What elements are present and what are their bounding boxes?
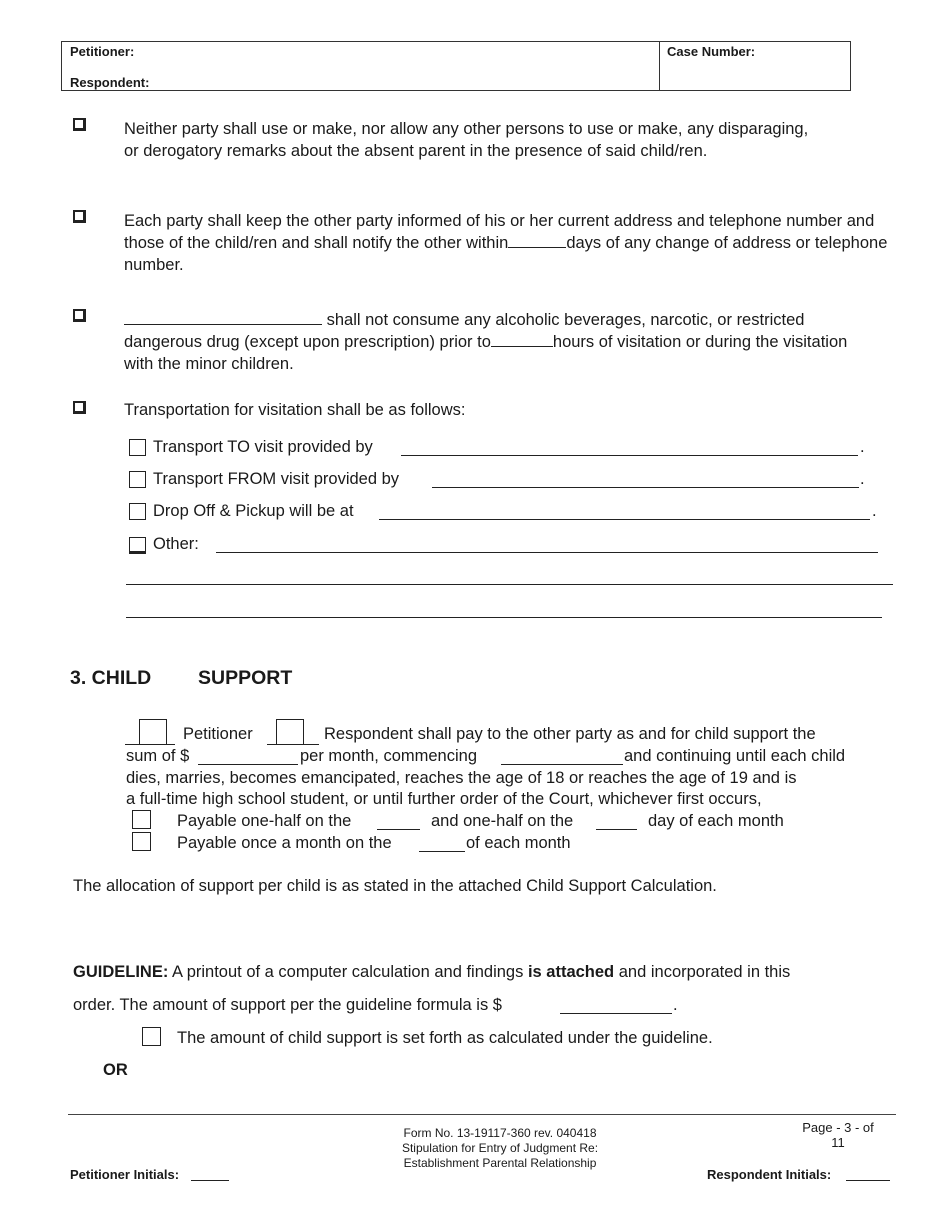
support-line-3: dies, marries, becomes emancipated, reaches the age of 18 or reaches the age of 19 and is xyxy=(126,769,797,787)
footer-form-title-1: Stipulation for Entry of Judgment Re: xyxy=(401,1141,599,1155)
guideline-label: GUIDELINE: xyxy=(73,963,169,981)
guideline-amount-field[interactable] xyxy=(560,1013,672,1014)
footer-form-info xyxy=(360,1126,640,1171)
once-month-label-b: of each month xyxy=(466,834,571,852)
half-month-day-2-field[interactable] xyxy=(596,829,637,830)
alcohol-party-field[interactable] xyxy=(124,310,322,325)
respondent-pay-text: Respondent shall pay to the other party as and for child support the xyxy=(324,725,816,743)
allocation-text: The allocation of support per child is as stated in the attached Child Support Calculation. xyxy=(73,877,717,895)
address-paragraph xyxy=(124,210,894,276)
section-title-heading: SUPPORT xyxy=(198,667,293,689)
transport-to-checkbox[interactable] xyxy=(129,439,146,456)
petitioner-initials-label: Petitioner Initials: xyxy=(70,1167,180,1182)
other-checkbox[interactable] xyxy=(129,537,146,554)
guideline-option-checkbox[interactable] xyxy=(142,1027,161,1046)
guideline-line-1 xyxy=(73,963,790,982)
address-days-field[interactable] xyxy=(508,233,566,248)
petitioner-initials-field[interactable] xyxy=(191,1180,229,1181)
respondent-initials-field[interactable] xyxy=(846,1180,890,1181)
remarks-text: Neither party shall use or make, nor allow any other persons to use or make, any disparaging, or derogatory remarks about the absent parent in the presence of said child/ren. xyxy=(124,120,809,160)
section-number-heading: 3. CHILD xyxy=(70,667,152,689)
or-label: OR xyxy=(103,1061,128,1079)
footer-form-title-2: Establishment Parental Relationship xyxy=(403,1156,597,1170)
other-field[interactable] xyxy=(216,552,878,553)
transport-from-label: Transport FROM visit provided by xyxy=(153,470,400,488)
half-month-day-1-field[interactable] xyxy=(377,829,420,830)
guideline-line-2: order. The amount of support per the guideline formula is $ xyxy=(73,996,502,1014)
half-month-label-c: day of each month xyxy=(648,812,784,830)
guideline-option-text: The amount of child support is set forth as calculated under the guideline. xyxy=(177,1029,713,1047)
transport-from-checkbox[interactable] xyxy=(129,471,146,488)
guideline-text-2: and incorporated in this xyxy=(618,963,791,981)
remarks-checkbox[interactable] xyxy=(73,118,86,131)
transport-title: Transportation for visitation shall be as follows: xyxy=(124,401,466,419)
once-month-checkbox[interactable] xyxy=(132,832,151,851)
alcohol-hours-field[interactable] xyxy=(491,332,553,347)
address-checkbox[interactable] xyxy=(73,210,86,223)
respondent-label: Respondent: xyxy=(70,75,150,90)
petitioner-label: Petitioner: xyxy=(70,44,135,59)
header-divider xyxy=(659,42,660,90)
petitioner-pay-checkbox[interactable] xyxy=(139,719,167,745)
alcohol-text-1: shall not consume any alcoholic beverages, narcotic, or restricted dangerous drug (except upon prescription) prior to xyxy=(124,311,805,351)
dropoff-field[interactable] xyxy=(379,519,870,520)
dropoff-label: Drop Off & Pickup will be at xyxy=(153,502,354,520)
per-month-label: per month, commencing xyxy=(300,747,477,765)
half-month-checkbox[interactable] xyxy=(132,810,151,829)
guideline-text-1: A printout of a computer calculation and findings xyxy=(172,963,524,981)
respondent-pay-checkbox[interactable] xyxy=(276,719,304,745)
other-line-3[interactable] xyxy=(126,617,882,618)
transport-from-field[interactable] xyxy=(432,487,859,488)
transport-to-period: . xyxy=(860,438,865,456)
petitioner-pay-label: Petitioner xyxy=(183,725,253,743)
dropoff-checkbox[interactable] xyxy=(129,503,146,520)
other-label: Other: xyxy=(153,535,199,553)
case-number-label: Case Number: xyxy=(667,44,756,59)
once-month-day-field[interactable] xyxy=(419,851,465,852)
continuing-label: and continuing until each child xyxy=(624,747,846,765)
footer-rule xyxy=(68,1114,896,1115)
once-month-label-a: Payable once a month on the xyxy=(177,834,392,852)
transport-to-field[interactable] xyxy=(401,455,858,456)
transport-from-period: . xyxy=(860,470,865,488)
address-text-2: days of any change of address or telephone number. xyxy=(124,234,888,274)
other-line-2[interactable] xyxy=(126,584,893,585)
footer-form-number: Form No. 13-19117-360 rev. 040418 xyxy=(403,1126,597,1140)
guideline-period: . xyxy=(673,996,678,1014)
commencing-date-field[interactable] xyxy=(501,764,623,765)
transport-checkbox[interactable] xyxy=(73,401,86,414)
footer-page-line-2: 11 xyxy=(831,1135,845,1150)
address-text-1: Each party shall keep the other party informed of his or her current address and telephone number and those of the child/ren and shall notify the other within xyxy=(124,212,875,252)
support-line-4: a full-time high school student, or until further order of the Court, whichever first occurs, xyxy=(126,790,762,808)
respondent-initials-label: Respondent Initials: xyxy=(707,1167,832,1182)
alcohol-text-2: hours of visitation or during the visitation with the minor children. xyxy=(124,333,848,373)
transport-to-label: Transport TO visit provided by xyxy=(153,438,373,456)
guideline-attached: is attached xyxy=(527,963,615,981)
footer-page-line-1: Page - 3 - of xyxy=(802,1120,874,1135)
sum-amount-field[interactable] xyxy=(198,764,298,765)
footer-page-number xyxy=(788,1120,888,1150)
alcohol-checkbox[interactable] xyxy=(73,309,86,322)
half-month-label-a: Payable one-half on the xyxy=(177,812,352,830)
half-month-label-b: and one-half on the xyxy=(431,812,574,830)
dropoff-period: . xyxy=(872,502,877,520)
sum-label: sum of $ xyxy=(126,747,190,765)
alcohol-paragraph xyxy=(124,309,874,375)
